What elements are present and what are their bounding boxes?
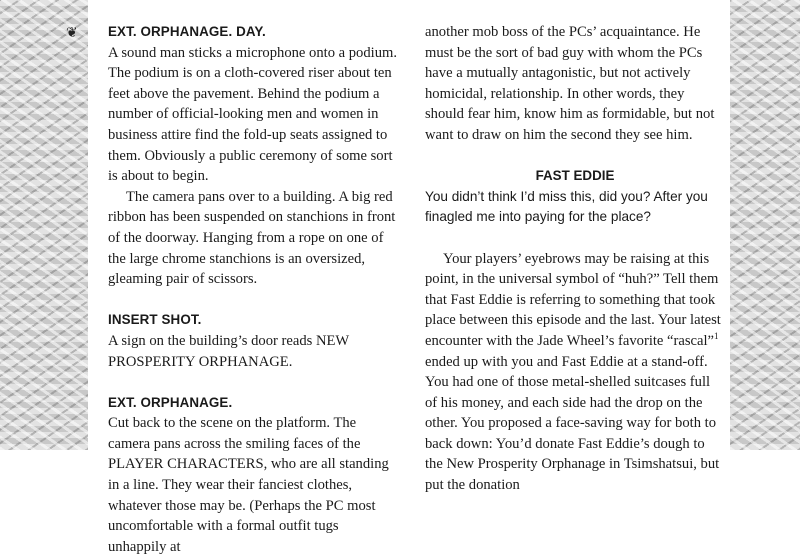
paragraph: another mob boss of the PCs’ acquaintance. He must be the sort of bad guy with whom the PCs have a mutually antagonistic, but not actively homicidal, relationship. In other words, they should fear him, know him as formidable, but not want to draw on him the second they see him. xyxy=(425,24,715,143)
paragraph: Cut back to the scene on the platform. The camera pans across the smiling faces of the PLAYER CHARACTERS, who are all standing in a line. They wear their fanciest clothes, whatever those may be. (Perhaps the PC most uncomfortable with a formal outfit tugs unhappily at xyxy=(108,415,389,555)
scene-heading: EXT. ORPHANAGE. xyxy=(108,394,233,410)
scene-heading: INSERT SHOT. xyxy=(108,312,202,328)
page-border-right xyxy=(730,0,800,450)
dialogue: You didn’t think I’d miss this, did you? After you finagled me into paying for the place? xyxy=(425,188,708,225)
paragraph xyxy=(425,249,725,496)
paragraph: The camera pans over to a building. A big red ribbon has been suspended on stanchions in front of the doorway. Hanging from a rope on one of the large chrome stanchions is an oversized, gleaming pair of scissors. xyxy=(108,188,396,288)
ornament-icon: ❦ xyxy=(66,25,78,41)
page-border-left xyxy=(0,0,88,450)
speaker-name: FAST EDDIE xyxy=(535,168,615,184)
left-column xyxy=(108,22,398,557)
paragraph: A sign on the building’s door reads NEW PROSPERITY ORPHANAGE. xyxy=(108,332,349,370)
paragraph: A sound man sticks a microphone onto a podium. The podium is on a cloth-covered riser about ten feet above the pavement. Behind the podium a number of official-looking men and women in business attire find the fold-up seats assigned to them. Obviously a public ceremony of some sort is about to begin. xyxy=(108,44,398,185)
scene-heading: EXT. ORPHANAGE. DAY. xyxy=(108,24,266,39)
paragraph-text: Your players’ eyebrows may be raising at this point, in the universal symbol of “huh?” Tell them that Fast Eddie is referring to something that took place between this episode and the last. Your latest encounter with the Jade Wheel’s favorite “rascal” xyxy=(425,250,721,349)
right-column xyxy=(425,22,725,496)
paragraph-text: ended up with you and Fast Eddie at a stand-off. You had one of those metal-shelled suitcases full of his money, and each side had the drop on the other. You proposed a face-saving way for both to back down: You’d donate Fast Eddie’s dough to the New Prosperity Orphanage in Tsimshatsui, but put the donation xyxy=(425,353,720,494)
footnote-marker[interactable]: 1 xyxy=(714,331,719,342)
